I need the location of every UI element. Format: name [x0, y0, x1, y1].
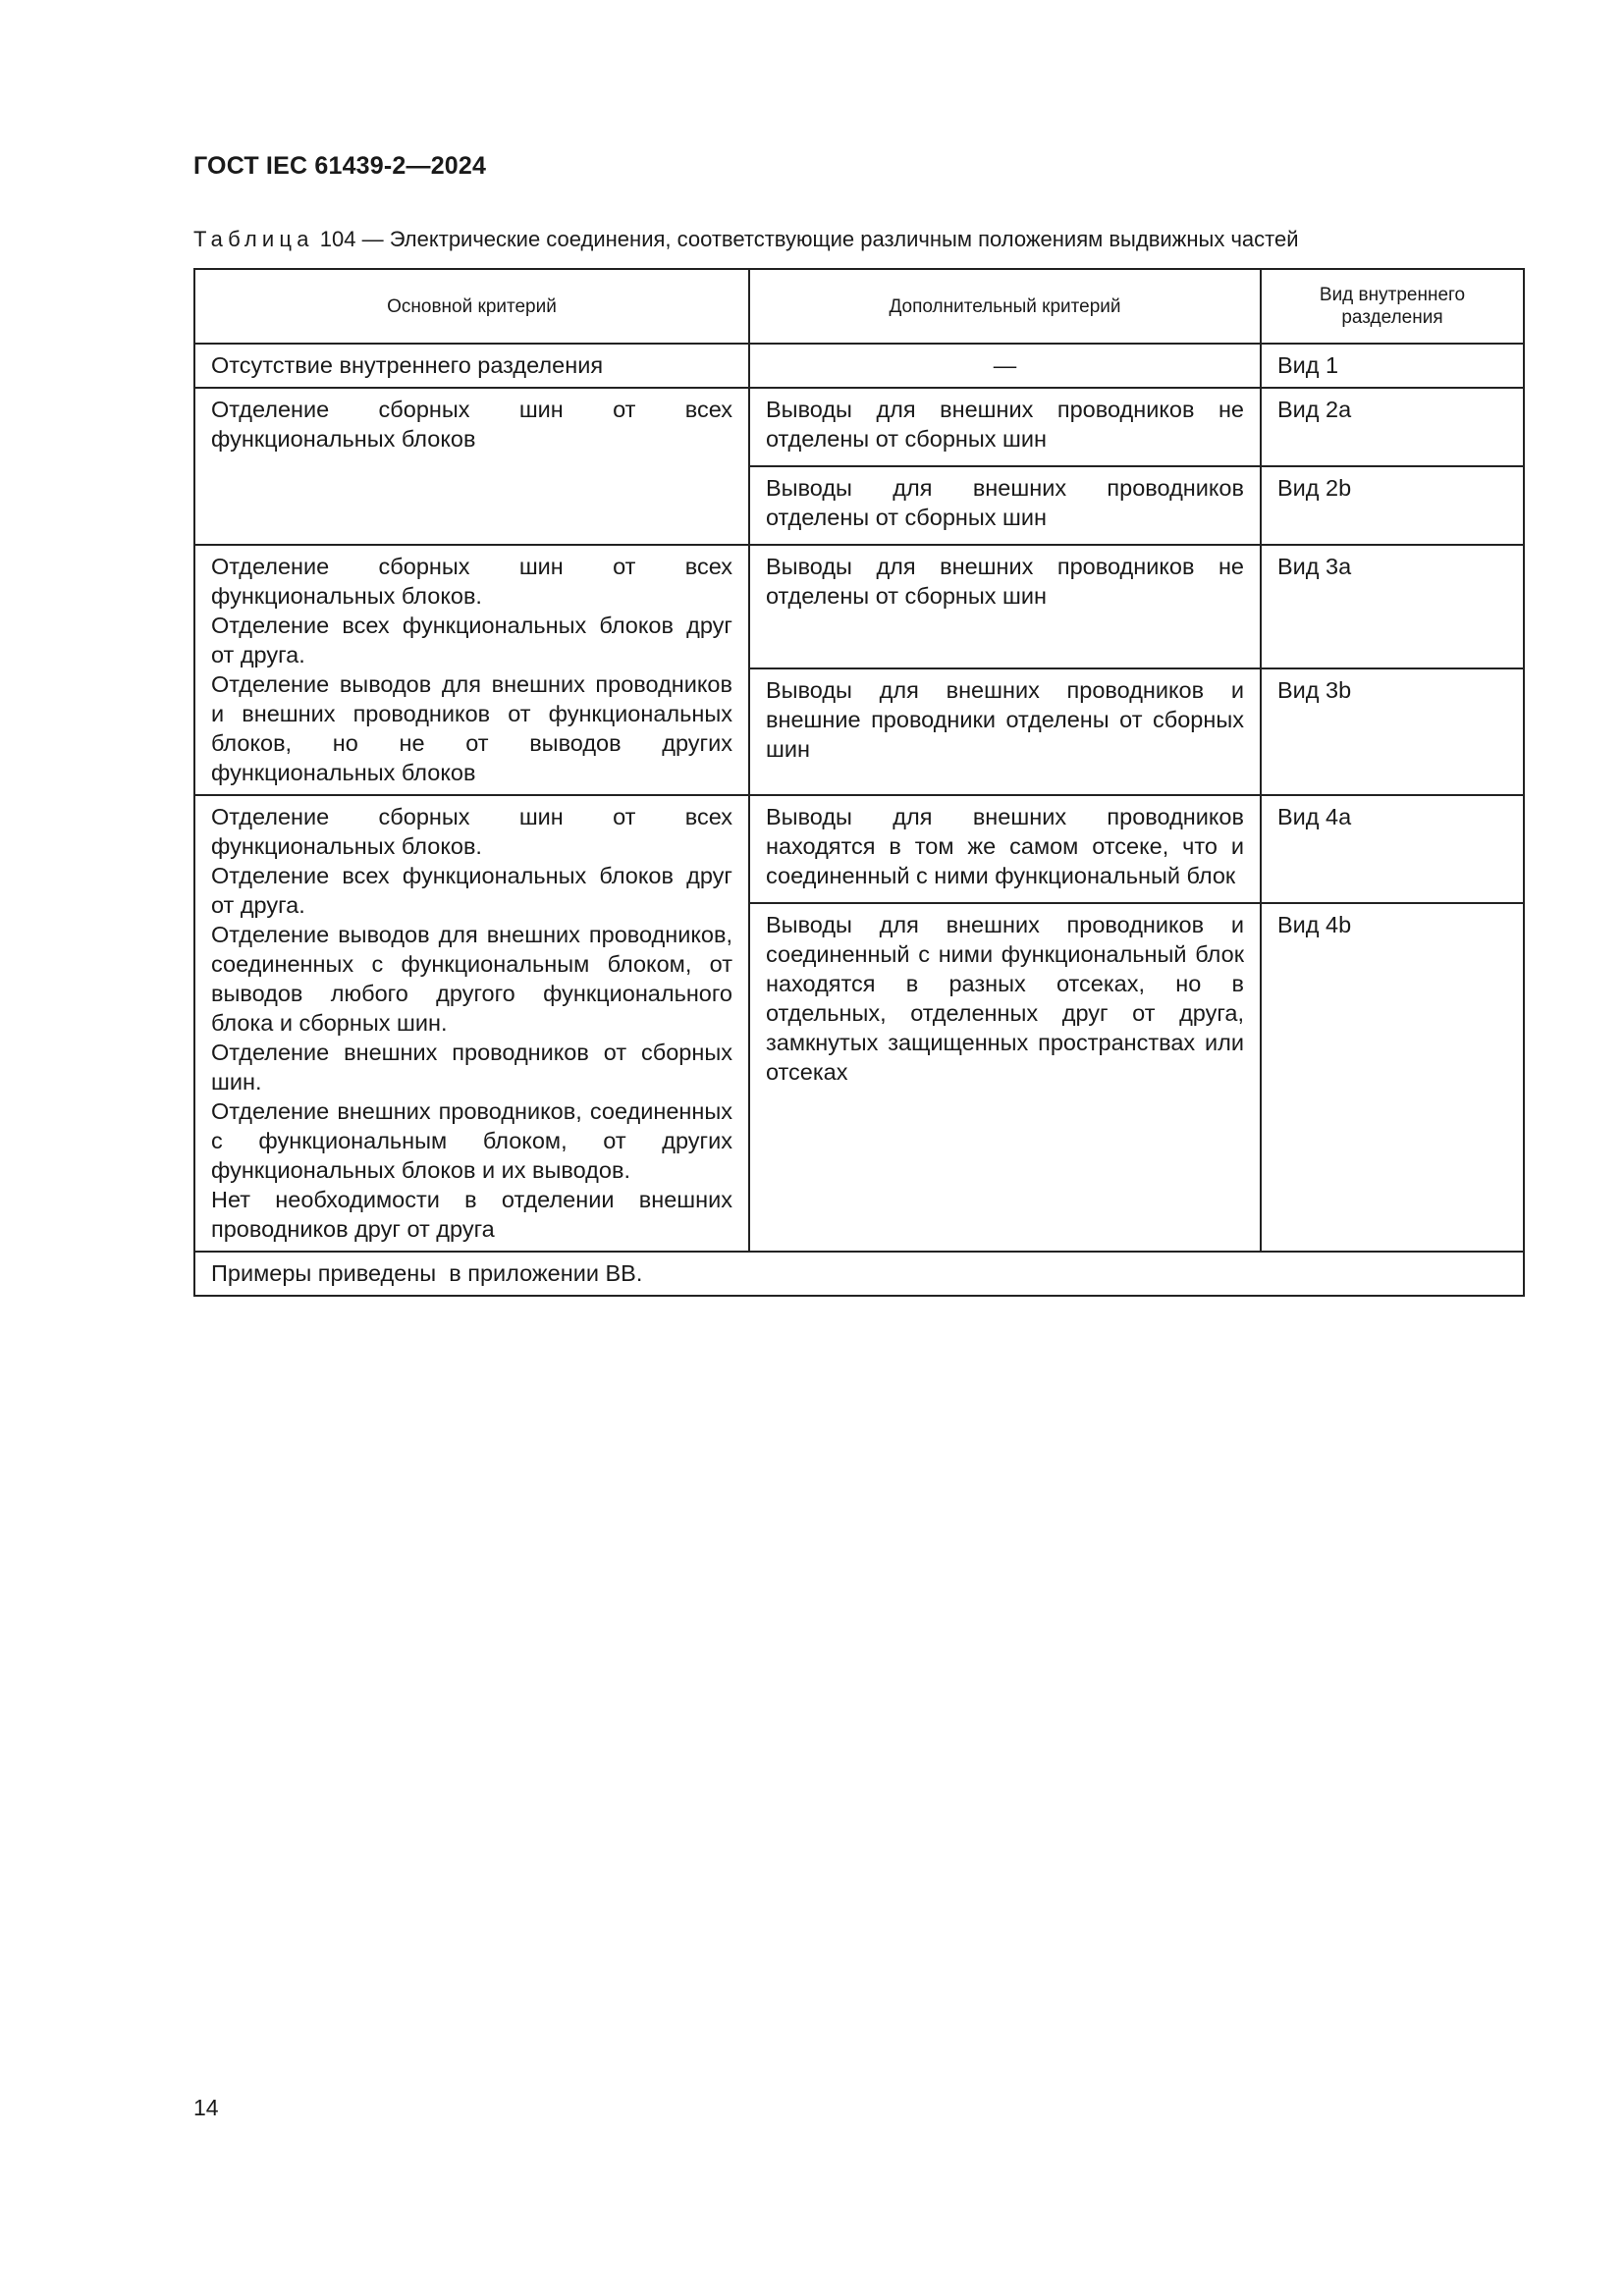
cell-extra-criterion: Выводы для внешних проводников и внешние проводники отделены от сборных шин [749, 668, 1261, 795]
cell-main-criterion [194, 795, 749, 1252]
criterion-paragraph: Нет необходимости в отделении внешних проводников друг от друга [211, 1187, 732, 1242]
table-caption-label: Таблица [193, 227, 314, 251]
column-header-extra-criterion: Дополнительный критерий [749, 269, 1261, 344]
cell-main-criterion [194, 545, 749, 795]
table-caption-text: 104 — Электрические соединения, соответствующие различным положениям выдвижных частей [313, 227, 1299, 251]
separation-forms-table [193, 268, 1525, 1297]
criterion-paragraph: Отделение всех функциональных блоков друг от друга. [211, 613, 732, 667]
table-row-form-4a [194, 795, 1524, 903]
cell-separation-form: Вид 3a [1261, 545, 1524, 668]
cell-extra-criterion: Выводы для внешних проводников не отделены от сборных шин [749, 545, 1261, 668]
criterion-paragraph: Отделение всех функциональных блоков друг от друга. [211, 863, 732, 918]
table-row-form-2a [194, 388, 1524, 466]
cell-extra-criterion: Выводы для внешних проводников находятся в том же самом отсеке, что и соединенный с ними функциональный блок [749, 795, 1261, 903]
criterion-paragraph: Отделение внешних проводников от сборных шин. [211, 1040, 732, 1095]
criterion-paragraph: Отделение выводов для внешних проводников и внешних проводников от функциональных блоков, но не от выводов других функциональных блоков [211, 671, 732, 785]
table-header-row [194, 269, 1524, 344]
cell-separation-form: Вид 2a [1261, 388, 1524, 466]
criterion-paragraph: Отделение внешних проводников, соединенных с функциональным блоком, от других функциональных блоков и их выводов. [211, 1098, 732, 1183]
document-header: ГОСТ IEC 61439-2—2024 [193, 152, 487, 180]
cell-main-criterion: Отделение сборных шин от всех функциональных блоков [194, 388, 749, 545]
table-row-form-1 [194, 344, 1524, 388]
table-row-form-3a [194, 545, 1524, 668]
column-header-main-criterion: Основной критерий [194, 269, 749, 344]
cell-extra-criterion: Выводы для внешних проводников не отделены от сборных шин [749, 388, 1261, 466]
cell-extra-criterion: Выводы для внешних проводников и соединенный с ними функциональный блок находятся в разных отсеках, но в отдельных, отделенных друг от друга, замкнутых защищенных пространствах или отсеках [749, 903, 1261, 1252]
cell-separation-form: Вид 3b [1261, 668, 1524, 795]
criterion-paragraph: Отделение сборных шин от всех функциональных блоков. [211, 554, 732, 609]
table-note: Примеры приведены в приложении ВВ. [194, 1252, 1524, 1296]
table-note-row [194, 1252, 1524, 1296]
cell-separation-form: Вид 1 [1261, 344, 1524, 388]
cell-main-criterion: Отсутствие внутреннего разделения [194, 344, 749, 388]
cell-separation-form: Вид 4b [1261, 903, 1524, 1252]
cell-separation-form: Вид 4a [1261, 795, 1524, 903]
page-number: 14 [193, 2095, 219, 2120]
column-header-separation-form: Вид внутреннего разделения [1261, 269, 1524, 344]
cell-separation-form: Вид 2b [1261, 466, 1524, 545]
cell-extra-criterion: Выводы для внешних проводников отделены от сборных шин [749, 466, 1261, 545]
criterion-paragraph: Отделение выводов для внешних проводников, соединенных с функциональным блоком, от выводов любого другого функционального блока и сборных шин. [211, 922, 732, 1036]
table-caption [193, 227, 1299, 252]
criterion-paragraph: Отделение сборных шин от всех функциональных блоков. [211, 804, 732, 859]
cell-extra-criterion: — [749, 344, 1261, 388]
